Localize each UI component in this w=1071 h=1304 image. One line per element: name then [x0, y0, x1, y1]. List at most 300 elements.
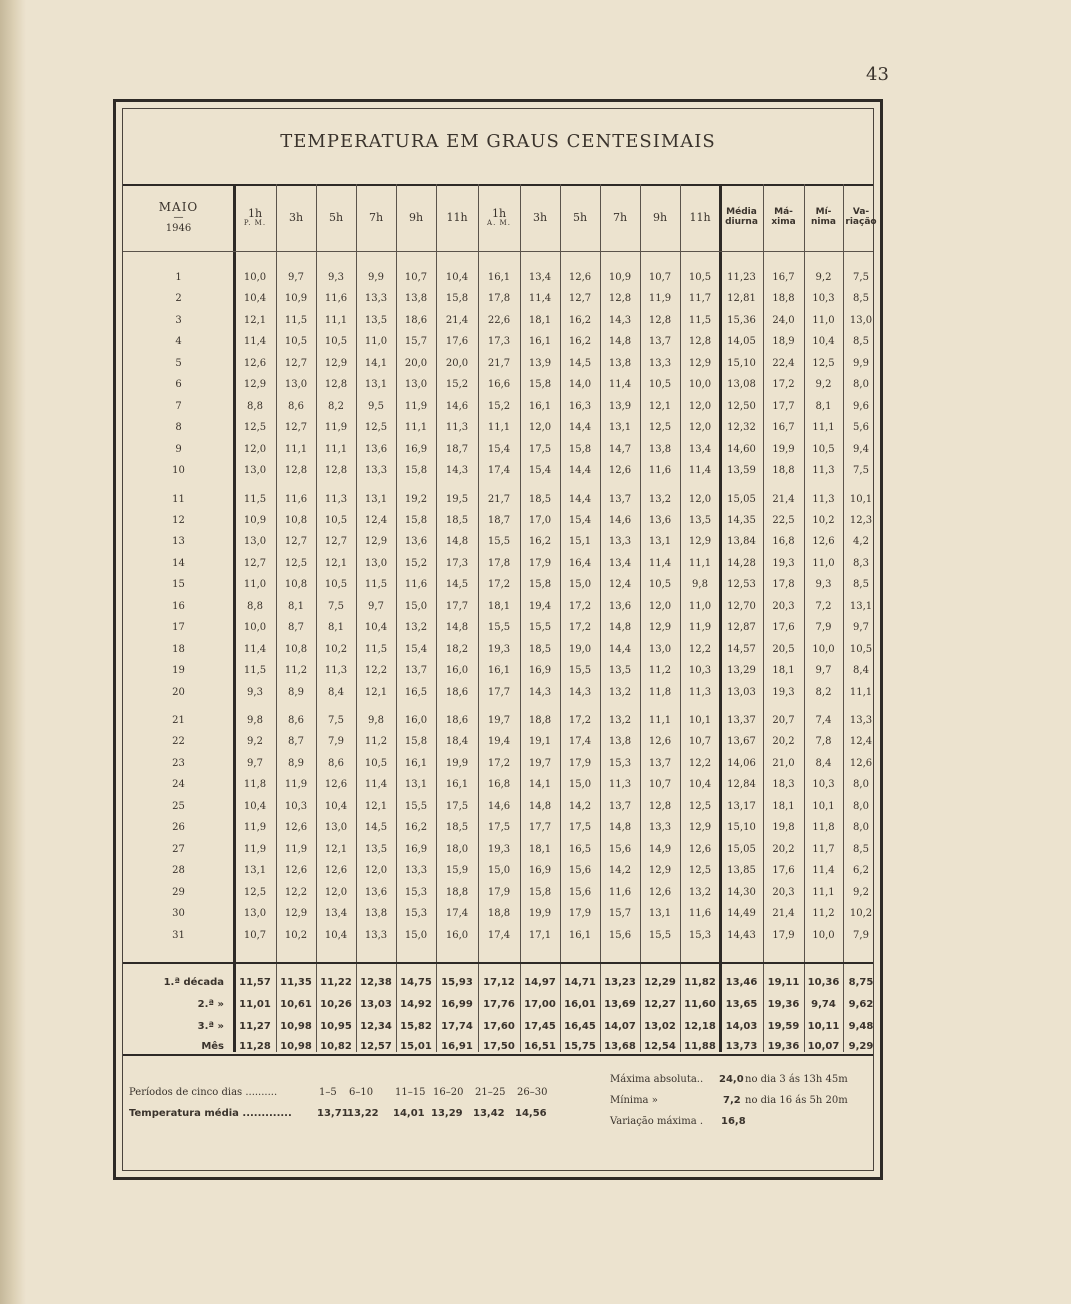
value-cell: 12,7 [284, 422, 308, 434]
header-hour: 1h A. M. [487, 207, 511, 227]
value-cell: 13,2 [608, 715, 632, 726]
value-cell: 8,3 [853, 557, 869, 569]
header-year: 1946 [165, 222, 192, 234]
value-cell: 10,5 [284, 336, 308, 348]
summary-value: 9,74 [811, 999, 836, 1010]
value-cell: 13,6 [364, 443, 388, 455]
summary-value: 10,98 [280, 1041, 312, 1052]
value-cell: 14,3 [528, 686, 552, 698]
day-cell: 5 [175, 357, 182, 369]
value-cell: 13,1 [648, 908, 672, 920]
table-row [123, 333, 873, 351]
value-cell: 15,05 [727, 843, 756, 855]
value-cell: 15,8 [404, 514, 428, 526]
table-row [123, 884, 873, 902]
value-cell: 12,5 [812, 357, 835, 369]
value-cell: 10,8 [284, 579, 308, 591]
summary-value: 17,50 [483, 1041, 515, 1052]
summary-value: 17,00 [524, 999, 556, 1010]
value-cell: 9,9 [853, 357, 869, 369]
summary-value: 12,57 [360, 1041, 392, 1052]
value-cell: 9,2 [853, 886, 869, 898]
day-cell: 14 [172, 557, 185, 569]
value-cell: 12,5 [648, 422, 672, 434]
value-cell: 13,0 [849, 314, 873, 326]
value-cell: 11,0 [364, 336, 388, 348]
value-cell: 15,4 [404, 643, 428, 655]
value-cell: 15,8 [528, 379, 552, 391]
value-cell: 8,0 [853, 822, 869, 834]
value-cell: 13,7 [608, 493, 632, 505]
max-abs-value: 24,0 [719, 1074, 744, 1085]
value-cell: 17,9 [568, 908, 592, 920]
value-cell: 12,6 [568, 272, 592, 283]
summary-value: 14,92 [400, 999, 432, 1010]
value-cell: 13,0 [648, 643, 672, 655]
value-cell: 12,0 [688, 422, 712, 434]
value-cell: 17,4 [568, 736, 592, 748]
day-cell: 30 [172, 908, 185, 920]
value-cell: 11,0 [243, 579, 267, 591]
value-cell: 13,1 [364, 379, 388, 391]
footer-summary [123, 1054, 873, 1170]
value-cell: 13,08 [727, 379, 756, 391]
value-cell: 10,7 [688, 736, 712, 748]
value-cell: 18,8 [528, 715, 552, 726]
value-cell: 12,9 [688, 536, 712, 548]
value-cell: 12,8 [688, 336, 712, 348]
value-cell: 10,8 [284, 643, 308, 655]
value-cell: 13,59 [727, 465, 756, 477]
value-cell: 13,9 [608, 400, 632, 412]
value-cell: 12,0 [243, 443, 267, 455]
value-cell: 12,0 [688, 493, 712, 505]
value-cell: 16,4 [568, 557, 592, 569]
value-cell: 17,9 [528, 557, 552, 569]
value-cell: 12,9 [688, 822, 712, 834]
value-cell: 13,0 [243, 536, 267, 548]
value-cell: 10,5 [849, 643, 873, 655]
value-cell: 13,7 [608, 800, 632, 812]
value-cell: 12,53 [727, 579, 756, 591]
header-hour: 11h [446, 210, 468, 224]
value-cell: 11,5 [364, 579, 388, 591]
value-cell: 11,0 [688, 600, 712, 612]
value-cell: 12,8 [284, 465, 308, 477]
day-cell: 9 [175, 443, 182, 455]
summary-value: 12,34 [360, 1021, 392, 1032]
value-cell: 11,1 [324, 443, 348, 455]
value-cell: 12,7 [284, 536, 308, 548]
value-cell: 15,4 [528, 465, 552, 477]
value-cell: 13,1 [648, 536, 672, 548]
value-cell: 9,2 [815, 272, 832, 283]
value-cell: 14,8 [528, 800, 552, 812]
header-dash: — [173, 212, 184, 224]
value-cell: 13,1 [243, 865, 267, 877]
value-cell: 12,5 [688, 800, 712, 812]
summary-value: 9,62 [848, 999, 874, 1010]
value-cell: 11,9 [404, 400, 428, 412]
day-cell: 24 [172, 779, 185, 791]
value-cell: 11,5 [688, 314, 712, 326]
table-row [123, 512, 873, 530]
value-cell: 20,0 [404, 357, 428, 369]
summary-value: 13,03 [360, 999, 392, 1010]
table-row [123, 841, 873, 859]
value-cell: 9,7 [815, 665, 832, 677]
value-cell: 7,8 [815, 736, 832, 748]
summary-value: 19,59 [767, 1021, 800, 1032]
table-row [123, 441, 873, 459]
summary-value: 11,27 [239, 1021, 271, 1032]
value-cell: 11,2 [812, 908, 835, 920]
table-row [123, 819, 873, 837]
value-cell: 15,5 [528, 622, 552, 634]
value-cell: 15,7 [404, 336, 428, 348]
value-cell: 10,0 [688, 379, 712, 391]
value-cell: 13,8 [608, 357, 632, 369]
value-cell: 14,8 [608, 822, 632, 834]
value-cell: 10,7 [404, 272, 428, 283]
value-cell: 20,7 [772, 715, 795, 726]
value-cell: 11,9 [648, 293, 672, 305]
table-row [123, 927, 873, 945]
value-cell: 18,3 [772, 779, 795, 791]
value-cell: 11,4 [528, 293, 552, 305]
value-cell: 9,3 [815, 579, 832, 591]
value-cell: 8,8 [247, 400, 263, 412]
value-cell: 6,2 [853, 865, 869, 877]
value-cell: 11,3 [324, 493, 348, 505]
value-cell: 17,7 [445, 600, 469, 612]
value-cell: 20,3 [772, 600, 795, 612]
value-cell: 17,1 [528, 929, 552, 941]
value-cell: 15,8 [528, 886, 552, 898]
summary-value: 17,76 [483, 999, 515, 1010]
table-row [123, 733, 873, 751]
value-cell: 11,8 [648, 686, 672, 698]
value-cell: 15,2 [404, 557, 428, 569]
value-cell: 9,6 [853, 400, 869, 412]
value-cell: 11,6 [608, 886, 632, 898]
table-row [123, 862, 873, 880]
value-cell: 11,2 [364, 736, 388, 748]
table-row [123, 798, 873, 816]
value-cell: 19,8 [772, 822, 795, 834]
value-cell: 11,9 [324, 422, 348, 434]
summary-value: 16,45 [564, 1021, 596, 1032]
day-cell: 26 [172, 822, 185, 834]
summary-value: 12,54 [644, 1041, 676, 1052]
value-cell: 18,0 [445, 843, 469, 855]
value-cell: 10,1 [849, 493, 873, 505]
value-cell: 11,4 [812, 865, 835, 877]
summary-value: 15,93 [441, 977, 473, 988]
value-cell: 12,6 [608, 465, 632, 477]
value-cell: 8,9 [288, 757, 304, 769]
value-cell: 16,1 [487, 272, 511, 283]
value-cell: 13,0 [243, 908, 267, 920]
value-cell: 15,3 [608, 757, 632, 769]
value-cell: 9,9 [368, 272, 384, 283]
summary-value: 10,61 [280, 999, 312, 1010]
summary-value: 11,60 [684, 999, 716, 1010]
value-cell: 13,4 [608, 557, 632, 569]
value-cell: 13,8 [404, 293, 428, 305]
table-row [123, 755, 873, 773]
value-cell: 16,3 [568, 400, 592, 412]
value-cell: 14,5 [568, 357, 592, 369]
value-cell: 8,0 [853, 800, 869, 812]
summary-value: 16,91 [441, 1041, 473, 1052]
value-cell: 16,0 [404, 715, 428, 726]
value-cell: 12,9 [243, 379, 267, 391]
value-cell: 11,0 [812, 557, 835, 569]
value-cell: 18,7 [487, 514, 511, 526]
value-cell: 17,4 [487, 929, 511, 941]
value-cell: 12,1 [364, 800, 388, 812]
value-cell: 17,5 [445, 800, 469, 812]
value-cell: 7,5 [853, 272, 869, 283]
value-cell: 11,6 [404, 579, 428, 591]
value-cell: 10,2 [849, 908, 873, 920]
value-cell: 11,1 [849, 686, 873, 698]
value-cell: 14,8 [445, 536, 469, 548]
value-cell: 12,6 [648, 736, 672, 748]
value-cell: 8,6 [288, 715, 304, 726]
value-cell: 15,05 [727, 493, 756, 505]
value-cell: 11,3 [324, 665, 348, 677]
value-cell: 14,0 [568, 379, 592, 391]
value-cell: 13,3 [364, 293, 388, 305]
header-month [123, 184, 234, 251]
value-cell: 7,5 [328, 600, 344, 612]
summary-value: 10,98 [280, 1021, 312, 1032]
page-number: 43 [866, 64, 889, 85]
value-cell: 14,4 [568, 422, 592, 434]
value-cell: 13,29 [727, 665, 756, 677]
value-cell: 15,10 [727, 357, 756, 369]
value-cell: 13,3 [364, 465, 388, 477]
value-cell: 11,7 [688, 293, 712, 305]
value-cell: 13,6 [404, 536, 428, 548]
value-cell: 12,2 [284, 886, 308, 898]
period-temp: 14,56 [515, 1108, 547, 1119]
value-cell: 14,4 [608, 643, 632, 655]
value-cell: 13,4 [688, 443, 712, 455]
min-abs-note: no dia 16 ás 5h 20m [745, 1095, 848, 1106]
value-cell: 8,2 [328, 400, 344, 412]
value-cell: 17,7 [528, 822, 552, 834]
value-cell: 10,8 [284, 514, 308, 526]
value-cell: 10,7 [648, 272, 672, 283]
value-cell: 9,8 [368, 715, 384, 726]
value-cell: 10,4 [688, 779, 712, 791]
value-cell: 13,8 [364, 908, 388, 920]
value-cell: 12,81 [727, 293, 756, 305]
value-cell: 11,4 [364, 779, 388, 791]
value-cell: 11,1 [487, 422, 511, 434]
value-cell: 17,4 [487, 465, 511, 477]
table-row [123, 355, 873, 373]
value-cell: 8,4 [853, 665, 869, 677]
value-cell: 19,3 [487, 643, 511, 655]
value-cell: 11,1 [404, 422, 428, 434]
value-cell: 19,3 [487, 843, 511, 855]
value-cell: 18,8 [487, 908, 511, 920]
value-cell: 17,7 [487, 686, 511, 698]
value-cell: 9,5 [368, 400, 384, 412]
value-cell: 13,7 [648, 757, 672, 769]
value-cell: 20,0 [445, 357, 469, 369]
value-cell: 7,5 [853, 465, 869, 477]
value-cell: 12,0 [324, 886, 348, 898]
table-title: TEMPERATURA EM GRAUS CENTESIMAIS [280, 131, 716, 152]
value-cell: 16,0 [445, 665, 469, 677]
value-cell: 11,4 [243, 643, 267, 655]
value-cell: 13,37 [727, 715, 756, 726]
value-cell: 9,7 [368, 600, 384, 612]
summary-value: 10,11 [807, 1021, 840, 1032]
header-hour: 5h [328, 210, 344, 224]
value-cell: 11,1 [812, 422, 835, 434]
value-cell: 14,1 [364, 357, 388, 369]
title-box [123, 109, 873, 186]
value-cell: 18,8 [445, 886, 469, 898]
value-cell: 18,5 [528, 493, 552, 505]
value-cell: 10,3 [688, 665, 712, 677]
value-cell: 14,4 [568, 493, 592, 505]
summary-value: 17,60 [483, 1021, 515, 1032]
month-rule [123, 962, 873, 964]
value-cell: 10,5 [812, 443, 835, 455]
value-cell: 15,3 [688, 929, 712, 941]
value-cell: 15,0 [568, 579, 592, 591]
value-cell: 8,1 [815, 400, 832, 412]
header-minima: Mí- nima [811, 207, 836, 227]
period-range: 21–25 [475, 1087, 506, 1098]
value-cell: 13,6 [608, 600, 632, 612]
summary-value: 13,23 [604, 977, 636, 988]
day-cell: 19 [172, 665, 185, 677]
value-cell: 10,9 [243, 514, 267, 526]
value-cell: 17,3 [445, 557, 469, 569]
summary-value: 14,97 [524, 977, 556, 988]
value-cell: 19,4 [487, 736, 511, 748]
value-cell: 12,4 [608, 579, 632, 591]
value-cell: 19,0 [568, 643, 592, 655]
summary-value: 14,03 [725, 1021, 758, 1032]
value-cell: 15,4 [487, 443, 511, 455]
value-cell: 9,7 [247, 757, 263, 769]
value-cell: 9,3 [328, 272, 344, 283]
summary-value: 11,01 [239, 999, 271, 1010]
value-cell: 24,0 [772, 314, 795, 326]
value-cell: 10,5 [324, 579, 348, 591]
value-cell: 11,9 [688, 622, 712, 634]
value-cell: 11,3 [812, 493, 835, 505]
period-range: 11–15 [395, 1087, 426, 1098]
value-cell: 16,7 [772, 422, 795, 434]
value-cell: 21,7 [487, 493, 511, 505]
value-cell: 12,6 [688, 843, 712, 855]
value-cell: 10,9 [608, 272, 632, 283]
value-cell: 7,9 [328, 736, 344, 748]
header-hour: 9h [408, 210, 424, 224]
table-row [123, 576, 873, 594]
value-cell: 14,49 [727, 908, 756, 920]
value-cell: 13,1 [404, 779, 428, 791]
value-cell: 14,4 [568, 465, 592, 477]
day-cell: 2 [175, 293, 182, 305]
value-cell: 13,17 [727, 800, 756, 812]
value-cell: 7,9 [853, 929, 869, 941]
header-hour: 7h [612, 210, 628, 224]
value-cell: 12,6 [648, 886, 672, 898]
value-cell: 16,2 [528, 536, 552, 548]
value-cell: 8,5 [853, 579, 869, 591]
value-cell: 11,7 [812, 843, 835, 855]
min-abs-label: Mínima » [610, 1095, 658, 1106]
value-cell: 13,5 [608, 665, 632, 677]
value-cell: 16,1 [487, 665, 511, 677]
value-cell: 13,6 [648, 514, 672, 526]
summary-value: 12,18 [684, 1021, 716, 1032]
value-cell: 11,8 [243, 779, 267, 791]
value-cell: 16,1 [528, 400, 552, 412]
value-cell: 13,5 [688, 514, 712, 526]
value-cell: 18,8 [772, 465, 795, 477]
summary-value: 10,82 [320, 1041, 352, 1052]
value-cell: 12,7 [243, 557, 267, 569]
value-cell: 12,2 [688, 643, 712, 655]
header-hour: 1h P. M. [243, 207, 267, 227]
table-row [123, 462, 873, 480]
value-cell: 11,0 [812, 314, 835, 326]
value-cell: 12,0 [364, 865, 388, 877]
value-cell: 17,2 [568, 715, 592, 726]
value-cell: 13,2 [608, 686, 632, 698]
summary-value: 19,36 [767, 999, 800, 1010]
value-cell: 13,84 [727, 536, 756, 548]
header-hour: 3h [288, 210, 304, 224]
day-cell: 29 [172, 886, 185, 898]
value-cell: 14,43 [727, 929, 756, 941]
value-cell: 16,0 [445, 929, 469, 941]
day-cell: 27 [172, 843, 185, 855]
decade-row [123, 1017, 873, 1037]
value-cell: 8,7 [288, 736, 304, 748]
value-cell: 12,1 [648, 400, 672, 412]
value-cell: 18,2 [445, 643, 469, 655]
value-cell: 14,1 [528, 779, 552, 791]
value-cell: 14,3 [568, 686, 592, 698]
value-cell: 13,03 [727, 686, 756, 698]
value-cell: 15,6 [568, 886, 592, 898]
summary-value: 14,75 [400, 977, 432, 988]
value-cell: 13,85 [727, 865, 756, 877]
value-cell: 13,1 [608, 422, 632, 434]
value-cell: 17,2 [568, 622, 592, 634]
summary-value: 13,73 [725, 1041, 758, 1052]
value-cell: 15,8 [568, 443, 592, 455]
value-cell: 12,9 [688, 357, 712, 369]
value-cell: 17,9 [772, 929, 795, 941]
decade-row [123, 995, 873, 1015]
value-cell: 13,2 [688, 886, 712, 898]
value-cell: 15,36 [727, 314, 756, 326]
